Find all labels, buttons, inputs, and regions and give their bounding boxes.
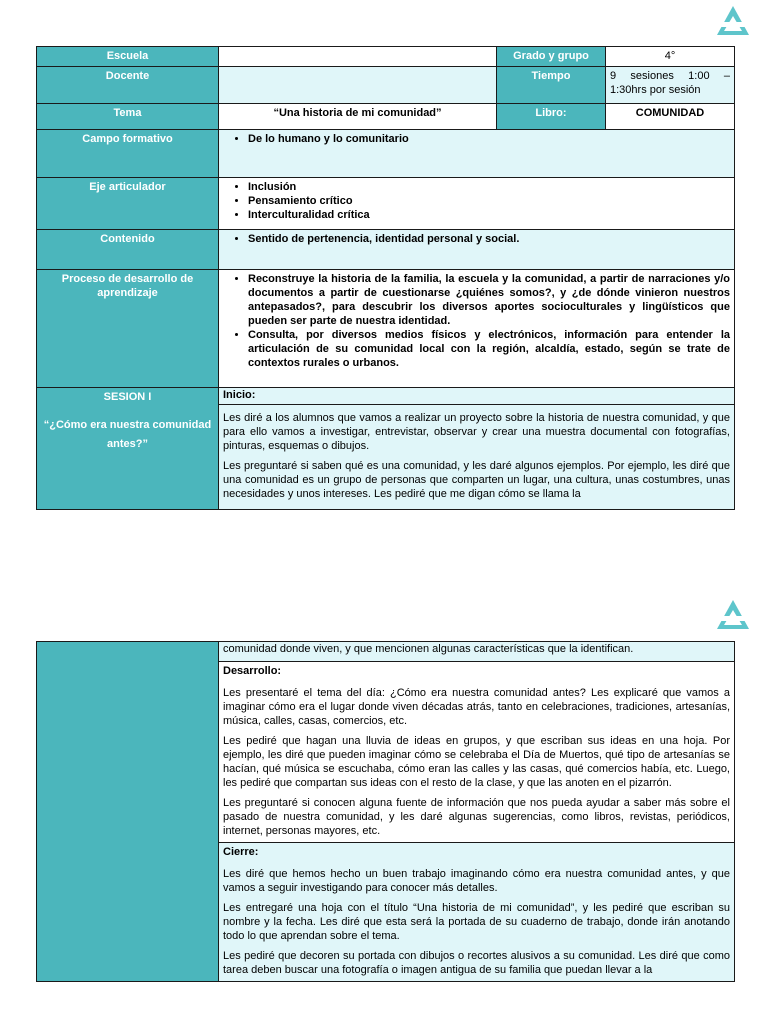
label-proceso: Proceso de desarrollo de aprendizaje bbox=[37, 270, 219, 388]
value-contenido bbox=[219, 230, 735, 270]
desarrollo-paragraph: Les presentaré el tema del día: ¿Cómo era nuestra comunidad antes? Les explicaré que vamos a imaginar cómo era el lugar donde viven décadas atrás, tanto en celebraciones, tradiciones, artesanías, música, calles, casas, comercios, etc. bbox=[223, 687, 730, 727]
value-eje bbox=[219, 178, 735, 230]
row-campo bbox=[37, 130, 735, 178]
label-escuela: Escuela bbox=[37, 47, 219, 67]
row-sesion bbox=[37, 388, 735, 510]
value-grado: 4° bbox=[606, 47, 735, 67]
row-escuela bbox=[37, 47, 735, 67]
label-campo: Campo formativo bbox=[37, 130, 219, 178]
triangle-logo-icon bbox=[716, 598, 750, 632]
label-eje: Eje articulador bbox=[37, 178, 219, 230]
session-label-cell-continued bbox=[37, 642, 219, 982]
label-tiempo: Tiempo bbox=[497, 67, 606, 104]
proceso-item: • Consulta, por diversos medios físicos y electrónicos, información para entender la articulación de su comunidad local con la región, alcaldía, estado, según se trate de contextos rurales o urbanos. bbox=[248, 328, 730, 370]
eje-item: • Inclusión bbox=[248, 180, 730, 194]
inicio-heading: Inicio: bbox=[219, 388, 734, 405]
inicio-paragraph: Les diré a los alumnos que vamos a realizar un proyecto sobre la historia de nuestra comunidad, y que para ello vamos a investigar, entrevistar, observar y crear una muestra documental con fotografías, pinturas, esquemas o dibujos. bbox=[223, 412, 730, 452]
value-escuela bbox=[219, 47, 497, 67]
cierre-cell bbox=[219, 843, 735, 982]
value-libro: COMUNIDAD bbox=[606, 104, 735, 130]
session-inicio-cell bbox=[219, 388, 735, 510]
row-inicio-cont bbox=[37, 642, 735, 662]
desarrollo-heading: Desarrollo: bbox=[223, 665, 282, 677]
value-campo bbox=[219, 130, 735, 178]
planning-table-page-1 bbox=[36, 46, 735, 510]
cierre-paragraph: Les diré que hemos hecho un buen trabajo imaginando cómo era nuestra comunidad antes, y que vamos a seguir investigando para conocer más detalles. bbox=[223, 868, 730, 894]
row-proceso bbox=[37, 270, 735, 388]
label-tema: Tema bbox=[37, 104, 219, 130]
row-docente bbox=[37, 67, 735, 104]
desarrollo-paragraph: Les pediré que hagan una lluvia de ideas en grupos, y que escriban sus ideas en una hoja. Por ejemplo, les diré que pueden imaginar cómo se celebraba el Día de Muertos, qué tipo de artesanías se hacían, qué música se escuchaba, cómo eran las calles y las casas, qué comercios había, etc. Luego, les pediré que compartan sus ideas con el resto de la clase, y que las anoten en el pizarrón. bbox=[223, 735, 730, 789]
session-title: SESION I bbox=[103, 391, 152, 403]
inicio-continued: comunidad donde viven, y que mencionen algunas características que la identifican. bbox=[219, 642, 735, 662]
triangle-logo-icon bbox=[716, 4, 750, 38]
value-proceso bbox=[219, 270, 735, 388]
label-docente: Docente bbox=[37, 67, 219, 104]
row-eje bbox=[37, 178, 735, 230]
cierre-paragraph: Les entregaré una hoja con el título “Una historia de mi comunidad”, y les pediré que escriban su nombre y la fecha. Les diré que esta será la portada de su cuaderno de trabajo, donde irán anotando todo lo que aprendan sobre el tema. bbox=[223, 902, 730, 942]
row-tema bbox=[37, 104, 735, 130]
value-tema: “Una historia de mi comunidad” bbox=[219, 104, 497, 130]
campo-item: • De lo humano y lo comunitario bbox=[248, 132, 730, 146]
contenido-item: • Sentido de pertenencia, identidad personal y social. bbox=[248, 232, 730, 246]
session-label-cell bbox=[37, 388, 219, 510]
eje-item: • Interculturalidad crítica bbox=[248, 208, 730, 222]
value-tiempo: 9 sesiones 1:00 – 1:30hrs por sesión bbox=[606, 67, 735, 104]
label-contenido: Contenido bbox=[37, 230, 219, 270]
session-question: “¿Cómo era nuestra comunidad antes?” bbox=[43, 419, 212, 450]
row-contenido bbox=[37, 230, 735, 270]
label-libro: Libro: bbox=[497, 104, 606, 130]
label-grado: Grado y grupo bbox=[497, 47, 606, 67]
desarrollo-paragraph: Les preguntaré si conocen alguna fuente de información que nos pueda ayudar a saber más sobre el pasado de nuestra comunidad, y les daré algunas sugerencias, como libros, revistas, periódicos, internet, personas mayores, etc. bbox=[223, 797, 730, 837]
cierre-paragraph: Les pediré que decoren su portada con dibujos o recortes alusivos a su comunidad. Les diré que como tarea deben buscar una fotografía o imagen antigua de su familia que puedan llevar a la bbox=[223, 950, 730, 976]
eje-item: • Pensamiento crítico bbox=[248, 194, 730, 208]
cierre-heading: Cierre: bbox=[223, 846, 259, 858]
inicio-paragraph: Les preguntaré si saben qué es una comunidad, y les daré algunos ejemplos. Por ejemplo, les diré que una comunidad es un grupo de personas que comparten un lugar, una cultura, unas costumbres, unas necesidades y unos intereses. Les pediré que me digan cómo se llama la bbox=[223, 460, 730, 500]
proceso-item: • Reconstruye la historia de la familia, la escuela y la comunidad, a partir de narraciones y/o documentos a partir de cuestionarse ¿quiénes somos?, y ¿de dónde vinieron nuestros antepasados?, para descubrir los diversos aportes socioculturales y lingüísticos que pueden ser parte de nuestra identidad. bbox=[248, 272, 730, 328]
value-docente bbox=[219, 67, 497, 104]
desarrollo-cell bbox=[219, 662, 735, 843]
planning-table-page-2 bbox=[36, 641, 735, 982]
